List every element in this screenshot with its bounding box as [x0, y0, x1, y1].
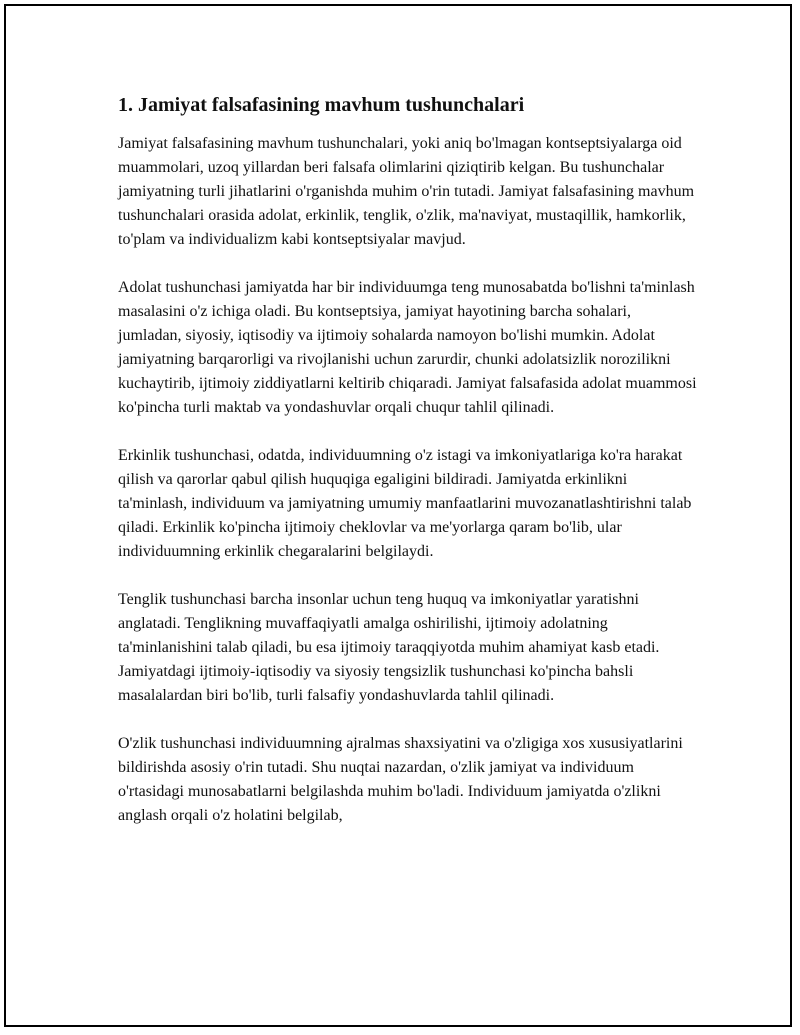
paragraph-adolat: Adolat tushunchasi jamiyatda har bir individuumga teng munosabatda bo'lishni ta'minlash masalasini o'z ichiga oladi. Bu kontseptsiya, jamiyat hayotining barcha sohalari, jumladan, siyosiy, iqtisodiy va ijtimoiy sohalarda namoyon bo'lishi mumkin. Adolat jamiyatning barqarorligi va rivojlanishi uchun zarurdir, chunki adolatsizlik norozilikni kuchaytirib, ijtimoiy ziddiyatlarni keltirib chiqaradi. Jamiyat falsafasida adolat muammosi ko'pincha turli maktab va yondashuvlar orqali chuqur tahlil qilinadi. [118, 279, 697, 416]
section-heading: 1. Jamiyat falsafasining mavhum tushunchalari [118, 94, 525, 116]
paragraph-ozlik: O'zlik tushunchasi individuumning ajralmas shaxsiyatini va o'zligiga xos xususiyatlarini bildirishda asosiy o'rin tutadi. Shu nuqtai nazardan, o'zlik jamiyat va individuum o'rtasidagi munosabatlarni belgilashda muhim bo'ladi. Individuum jamiyatda o'zlikni anglash orqali o'z holatini belgilab, [118, 735, 683, 824]
paragraph-intro: Jamiyat falsafasining mavhum tushunchalari, yoki aniq bo'lmagan kontseptsiyalarga oid muammolari, uzoq yillardan beri falsafa olimlarini qiziqtirib kelgan. Bu tushunchalar jamiyatning turli jihatlarini o'rganishda muhim o'rin tutadi. Jamiyat falsafasining mavhum tushunchalari orasida adolat, erkinlik, tenglik, o'zlik, ma'naviyat, mustaqillik, hamkorlik, to'plam va individualizm kabi kontseptsiyalar mavjud. [118, 135, 695, 248]
document-body [118, 92, 698, 852]
paragraph-erkinlik: Erkinlik tushunchasi, odatda, individuumning o'z istagi va imkoniyatlariga ko'ra harakat qilish va qarorlar qabul qilish huquqiga egaligini bildiradi. Jamiyatda erkinlikni ta'minlash, individuum va jamiyatning umumiy manfaatlarini muvozanatlashtirishni talab qiladi. Erkinlik ko'pincha ijtimoiy cheklovlar va me'yorlarga qaram bo'lib, ular individuumning erkinlik chegaralarini belgilaydi. [118, 447, 692, 560]
paragraph-tenglik: Tenglik tushunchasi barcha insonlar uchun teng huquq va imkoniyatlar yaratishni anglatadi. Tenglikning muvaffaqiyatli amalga oshirilishi, ijtimoiy adolatning ta'minlanishini talab qiladi, bu esa ijtimoiy taraqqiyotda muhim ahamiyat kasb etadi. Jamiyatdagi ijtimoiy-iqtisodiy va siyosiy tengsizlik tushunchasi ko'pincha bahsli masalalardan biri bo'lib, turli falsafiy yondashuvlarda tahlil qilinadi. [118, 591, 660, 704]
